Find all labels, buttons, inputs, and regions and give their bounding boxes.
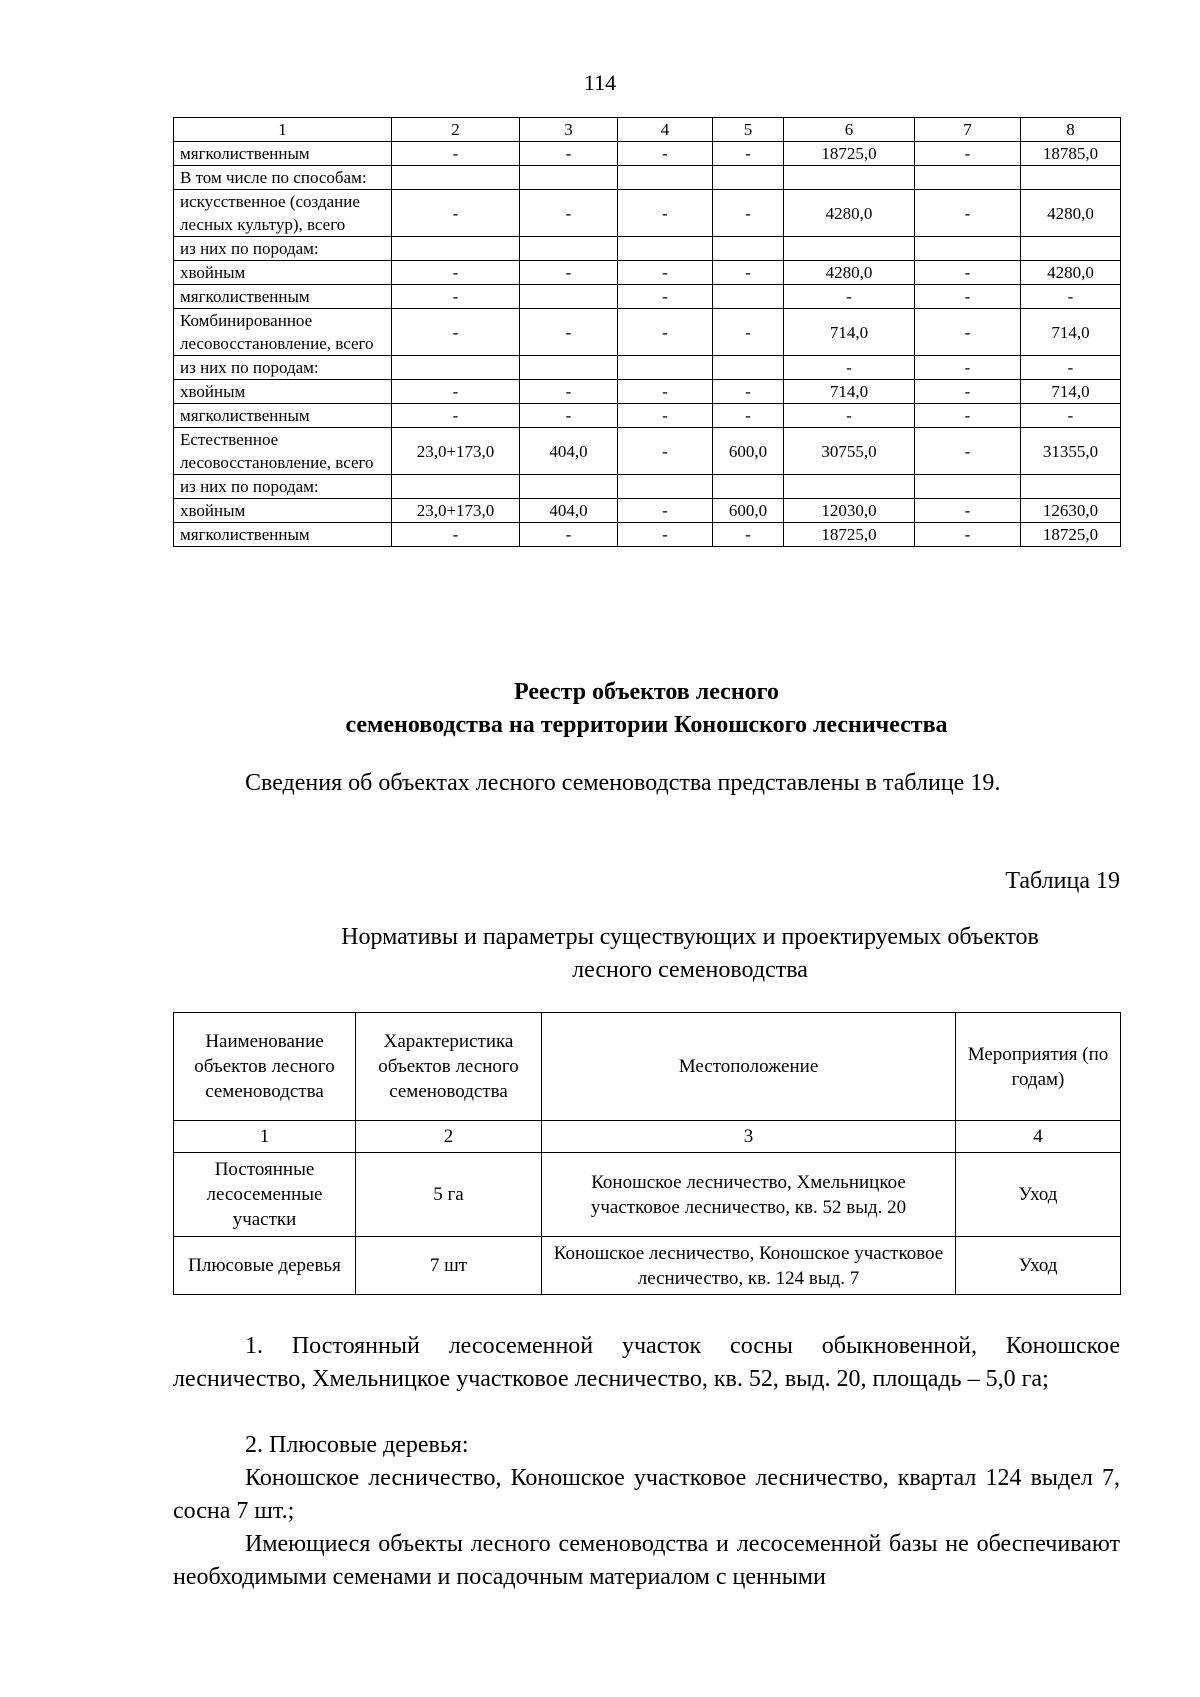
- value-cell: [713, 475, 784, 499]
- value-cell: [392, 475, 520, 499]
- value-cell: 23,0+173,0: [392, 499, 520, 523]
- value-cell: [1021, 237, 1121, 261]
- value-cell: 714,0: [1021, 309, 1121, 356]
- value-cell: 714,0: [1021, 380, 1121, 404]
- table-row: [174, 309, 1121, 356]
- row-label: из них по породам:: [174, 237, 392, 261]
- value-cell: -: [618, 285, 713, 309]
- value-cell: -: [392, 523, 520, 547]
- value-cell: 18725,0: [1021, 523, 1121, 547]
- column-number: 8: [1021, 118, 1121, 142]
- value-cell: [784, 475, 915, 499]
- row-label: мягколиственным: [174, 142, 392, 166]
- value-cell: [618, 356, 713, 380]
- value-cell: [784, 166, 915, 190]
- value-cell: -: [713, 142, 784, 166]
- row-label: мягколиственным: [174, 523, 392, 547]
- value-cell: -: [784, 285, 915, 309]
- value-cell: -: [713, 261, 784, 285]
- value-cell: [520, 237, 618, 261]
- value-cell: -: [392, 380, 520, 404]
- value-cell: [915, 237, 1021, 261]
- reforestation-table-body: [174, 118, 1121, 547]
- value-cell: [520, 285, 618, 309]
- value-cell: -: [713, 380, 784, 404]
- object-location: Коношское лесничество, Хмельницкое участковое лесничество, кв. 52 выд. 20: [542, 1153, 956, 1237]
- value-cell: -: [520, 404, 618, 428]
- value-cell: 12630,0: [1021, 499, 1121, 523]
- value-cell: 4280,0: [784, 261, 915, 285]
- value-cell: -: [915, 499, 1021, 523]
- value-cell: [713, 237, 784, 261]
- row-label: мягколиственным: [174, 285, 392, 309]
- value-cell: -: [392, 309, 520, 356]
- value-cell: -: [784, 356, 915, 380]
- value-cell: -: [1021, 404, 1121, 428]
- value-cell: -: [784, 404, 915, 428]
- table-row: [174, 380, 1121, 404]
- value-cell: 600,0: [713, 428, 784, 475]
- object-name: Постоянные лесосеменные участки: [174, 1153, 356, 1237]
- value-cell: -: [915, 356, 1021, 380]
- header-cell: Мероприятия (по годам): [956, 1013, 1121, 1121]
- column-number: 3: [520, 118, 618, 142]
- header-cell: Характеристика объектов лесного семеноводства: [356, 1013, 542, 1121]
- value-cell: [618, 166, 713, 190]
- table-row: [174, 428, 1121, 475]
- section-heading-line2: семеноводства на территории Коношского лесничества: [345, 712, 948, 738]
- value-cell: -: [713, 190, 784, 237]
- column-number: 6: [784, 118, 915, 142]
- value-cell: [392, 166, 520, 190]
- table-row: [174, 475, 1121, 499]
- section-heading-line1: Реестр объектов лесного: [514, 679, 779, 705]
- value-cell: -: [520, 261, 618, 285]
- table-row: [174, 523, 1121, 547]
- section-heading: [173, 676, 1120, 742]
- value-cell: -: [1021, 285, 1121, 309]
- value-cell: -: [1021, 356, 1121, 380]
- list-item-2-detail: Коношское лесничество, Коношское участковое лесничество, квартал 124 выдел 7, сосна 7 шт.;: [173, 1465, 1120, 1524]
- value-cell: -: [520, 380, 618, 404]
- value-cell: [618, 237, 713, 261]
- value-cell: -: [520, 142, 618, 166]
- value-cell: -: [915, 380, 1021, 404]
- table-row: [174, 285, 1121, 309]
- value-cell: 4280,0: [1021, 261, 1121, 285]
- value-cell: -: [713, 523, 784, 547]
- object-name: Плюсовые деревья: [174, 1237, 356, 1295]
- value-cell: -: [618, 380, 713, 404]
- row-label: В том числе по способам:: [174, 166, 392, 190]
- column-number: 4: [618, 118, 713, 142]
- column-number: 3: [542, 1121, 956, 1153]
- value-cell: -: [915, 261, 1021, 285]
- value-cell: [713, 166, 784, 190]
- value-cell: [618, 475, 713, 499]
- value-cell: -: [915, 142, 1021, 166]
- value-cell: -: [915, 309, 1021, 356]
- value-cell: -: [618, 428, 713, 475]
- column-number: 7: [915, 118, 1021, 142]
- row-label: хвойным: [174, 261, 392, 285]
- object-measures: Уход: [956, 1153, 1121, 1237]
- table-row: [174, 166, 1121, 190]
- column-number: 2: [392, 118, 520, 142]
- table-row: [174, 1237, 1121, 1295]
- closing-paragraph: Имеющиеся объекты лесного семеноводства и лесосеменной базы не обеспечивают необходимыми семенами и посадочным материалом с ценными: [173, 1531, 1120, 1590]
- column-number-row: [174, 118, 1121, 142]
- value-cell: 31355,0: [1021, 428, 1121, 475]
- reforestation-table: [173, 117, 1121, 547]
- value-cell: [713, 356, 784, 380]
- value-cell: [1021, 475, 1121, 499]
- value-cell: -: [520, 523, 618, 547]
- table-row: [174, 499, 1121, 523]
- table-row: [174, 190, 1121, 237]
- value-cell: 404,0: [520, 428, 618, 475]
- table-row: [174, 1153, 1121, 1237]
- table-header-row: [174, 1013, 1121, 1121]
- header-cell: Наименование объектов лесного семеноводства: [174, 1013, 356, 1121]
- row-label: хвойным: [174, 380, 392, 404]
- value-cell: 23,0+173,0: [392, 428, 520, 475]
- table-caption-line1: Нормативы и параметры существующих и проектируемых объектов: [341, 924, 1039, 950]
- value-cell: -: [915, 428, 1021, 475]
- list-item-1: 1. Постоянный лесосеменной участок сосны обыкновенной, Коношское лесничество, Хмельницкое участковое лесничество, кв. 52, выд. 20, площадь – 5,0 га;: [173, 1333, 1120, 1392]
- value-cell: 18725,0: [784, 523, 915, 547]
- value-cell: -: [618, 404, 713, 428]
- row-label: из них по породам:: [174, 475, 392, 499]
- column-number: 5: [713, 118, 784, 142]
- value-cell: -: [618, 142, 713, 166]
- column-number-row: [174, 1121, 1121, 1153]
- value-cell: [784, 237, 915, 261]
- value-cell: -: [392, 142, 520, 166]
- value-cell: -: [392, 285, 520, 309]
- value-cell: [1021, 166, 1121, 190]
- value-cell: -: [915, 190, 1021, 237]
- row-label: мягколиственным: [174, 404, 392, 428]
- value-cell: -: [392, 261, 520, 285]
- row-label: хвойным: [174, 499, 392, 523]
- column-number: 1: [174, 1121, 356, 1153]
- value-cell: -: [618, 523, 713, 547]
- value-cell: 404,0: [520, 499, 618, 523]
- value-cell: -: [520, 309, 618, 356]
- value-cell: -: [392, 404, 520, 428]
- value-cell: [392, 237, 520, 261]
- value-cell: [520, 356, 618, 380]
- value-cell: -: [618, 190, 713, 237]
- value-cell: 714,0: [784, 309, 915, 356]
- value-cell: -: [713, 404, 784, 428]
- table-row: [174, 356, 1121, 380]
- value-cell: -: [915, 523, 1021, 547]
- value-cell: -: [618, 499, 713, 523]
- object-measures: Уход: [956, 1237, 1121, 1295]
- value-cell: [520, 475, 618, 499]
- value-cell: 714,0: [784, 380, 915, 404]
- table-row: [174, 237, 1121, 261]
- object-characteristic: 7 шт: [356, 1237, 542, 1295]
- value-cell: -: [915, 404, 1021, 428]
- value-cell: [915, 166, 1021, 190]
- seed-objects-table: [173, 1012, 1121, 1295]
- value-cell: -: [915, 285, 1021, 309]
- list-item-2: 2. Плюсовые деревья:: [245, 1432, 469, 1458]
- row-label: искусственное (создание лесных культур), всего: [174, 190, 392, 237]
- value-cell: 18725,0: [784, 142, 915, 166]
- value-cell: -: [713, 309, 784, 356]
- column-number: 1: [174, 118, 392, 142]
- column-number: 4: [956, 1121, 1121, 1153]
- value-cell: -: [520, 190, 618, 237]
- table-label: Таблица 19: [1005, 868, 1120, 894]
- value-cell: 4280,0: [784, 190, 915, 237]
- column-number: 2: [356, 1121, 542, 1153]
- value-cell: -: [392, 190, 520, 237]
- table-row: [174, 261, 1121, 285]
- value-cell: [915, 475, 1021, 499]
- value-cell: 30755,0: [784, 428, 915, 475]
- object-location: Коношское лесничество, Коношское участковое лесничество, кв. 124 выд. 7: [542, 1237, 956, 1295]
- value-cell: [713, 285, 784, 309]
- value-cell: 18785,0: [1021, 142, 1121, 166]
- table-caption: [260, 921, 1120, 987]
- row-label: Комбинированное лесовосстановление, всего: [174, 309, 392, 356]
- table-caption-line2: лесного семеноводства: [572, 957, 808, 983]
- page-number: 114: [583, 70, 617, 95]
- value-cell: [520, 166, 618, 190]
- value-cell: -: [618, 309, 713, 356]
- table-row: [174, 142, 1121, 166]
- value-cell: [392, 356, 520, 380]
- value-cell: -: [618, 261, 713, 285]
- object-characteristic: 5 га: [356, 1153, 542, 1237]
- value-cell: 4280,0: [1021, 190, 1121, 237]
- row-label: Естественное лесовосстановление, всего: [174, 428, 392, 475]
- value-cell: 600,0: [713, 499, 784, 523]
- intro-paragraph: Сведения об объектах лесного семеноводства представлены в таблице 19.: [245, 770, 1001, 796]
- header-cell: Местоположение: [542, 1013, 956, 1121]
- row-label: из них по породам:: [174, 356, 392, 380]
- table-row: [174, 404, 1121, 428]
- value-cell: 12030,0: [784, 499, 915, 523]
